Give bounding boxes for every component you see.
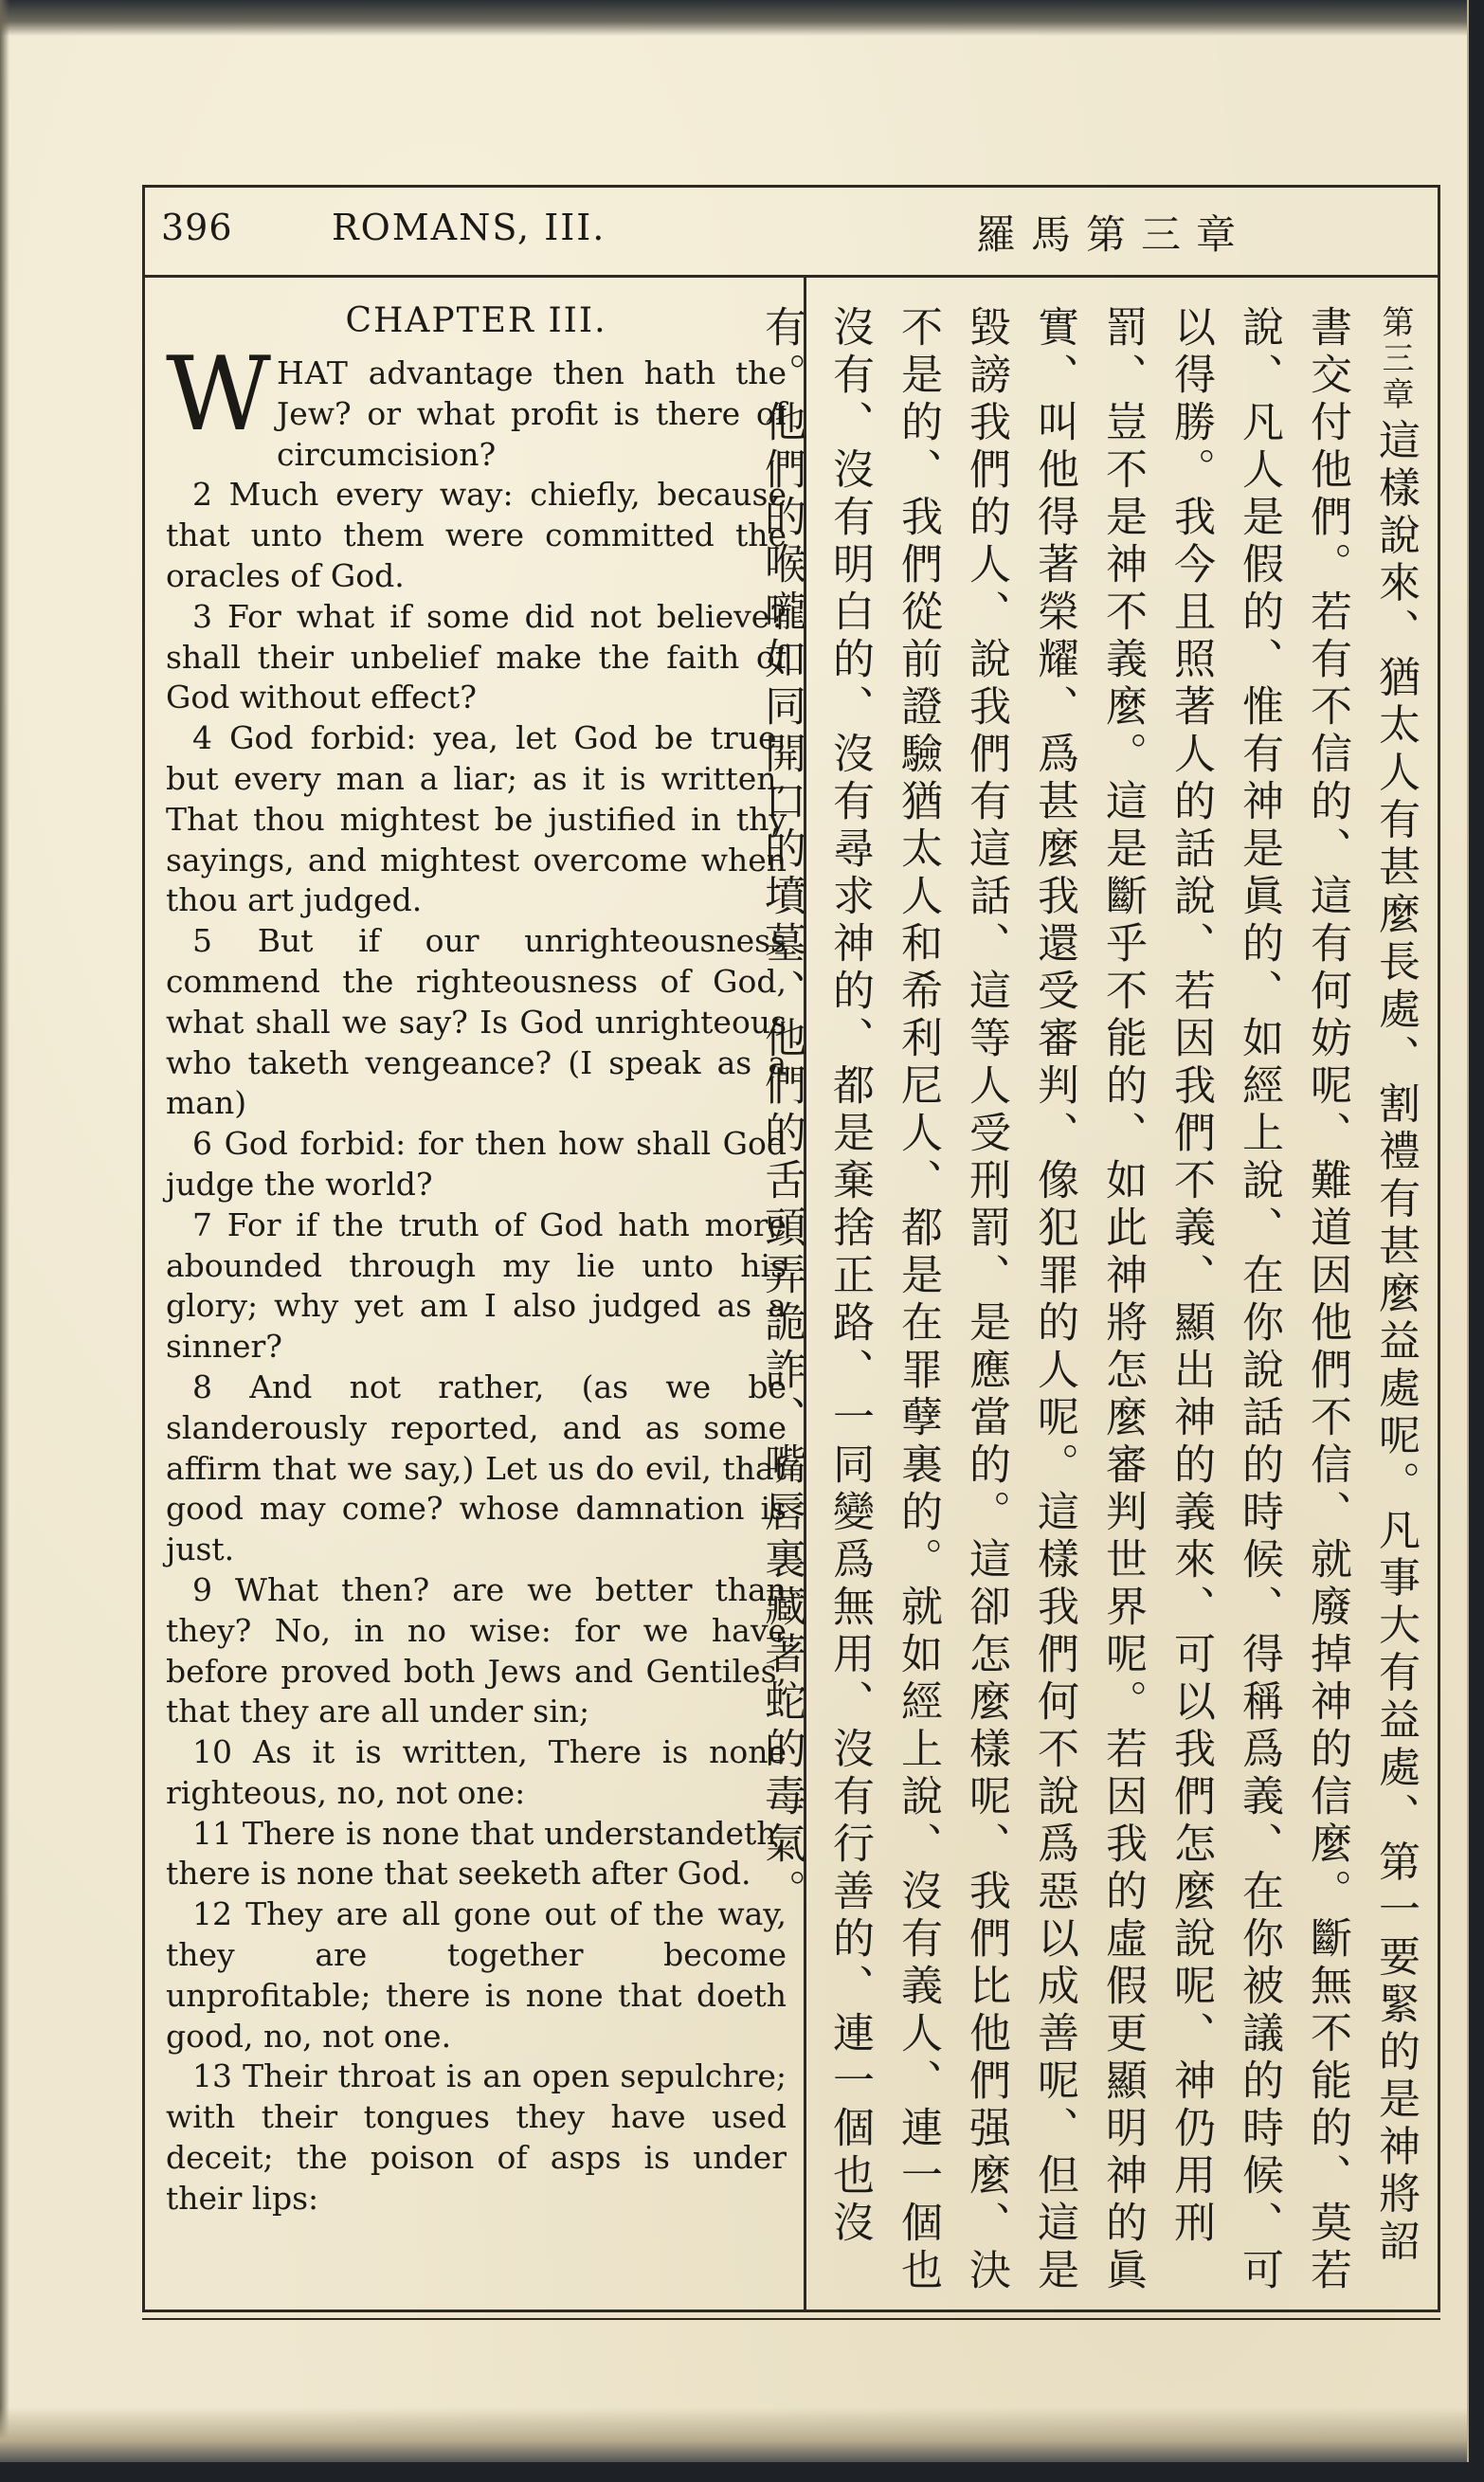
page-number: 396 xyxy=(161,207,233,248)
verse: 13 Their throat is an open sepulchre; with their tongues they have used deceit; the poison of asps is under their lips: xyxy=(166,2057,787,2217)
bottom-shadow xyxy=(0,2407,1467,2462)
running-head: ROMANS, III. xyxy=(332,207,606,248)
verse: 2 Much every way: chiefly, because that unto them were committed the oracles of God. xyxy=(166,476,787,594)
chinese-text: 這樣說來、猶太人有甚麼長處、割禮有甚麼益處呢。凡事大有益處、第一要緊的是神將詔書交付他們。若有不信的、這有何妨呢、難道因他們不信、就廢掉神的信麼。斷無不能的、莫若說、凡人是假的、惟有神是眞的、如經上說、在你說話的時候、得稱爲義、在你被議的時候、可以得勝。我今且照著人的話說、若因我們不義、顯出神的義來、可以我們怎麼說呢、神仍用刑罰、豈不是神不義麼。這是斷乎不能的、如此神將怎麼審判世界呢。若因我的虛假更顯明神的眞實、叫他得著榮耀、爲甚麼我還受審判、像犯罪的人呢。這樣我們何不說爲惡以成善呢、但這是毀謗我們的人、說我們有這話、這等人受刑罰、是應當的。這卻怎麼樣呢、我們比他們强麼、決不是的、我們從前證驗猶太人和希利尼人、都是在罪孽裏的。就如經上說、沒有義人、連一個也沒有、沒有明白的、沒有尋求神的、都是棄捨正路、一同變爲無用、沒有行善的、連一個也沒有。他們的喉嚨如同開口的墳墓、他們的舌頭弄詭詐、嘴唇裏藏著蛇的毒氣。 xyxy=(757,305,1420,2295)
verse: 12 They are all gone out of the way, they are together become unprofitable; there is none that doeth good, no, not one. xyxy=(166,1895,787,2055)
verse: 3 For what if some did not believe? shall their unbelief make the faith of God without effect? xyxy=(166,597,787,716)
english-column xyxy=(166,301,787,2219)
chapter-title: CHAPTER III. xyxy=(345,301,607,340)
chinese-chapter-label: 第三章 xyxy=(1376,305,1414,413)
verse-1 xyxy=(166,335,787,475)
bottom-rule xyxy=(142,2318,1440,2320)
verse-1-smallcaps: HAT xyxy=(277,354,349,391)
top-shadow xyxy=(0,0,1467,36)
verse: 11 There is none that understandeth, there is none that seeketh after God. xyxy=(166,1814,787,1893)
page-left-edge xyxy=(0,0,9,2462)
header-rule xyxy=(142,275,1440,278)
verse: 7 For if the truth of God hath more abounded through my lie unto his glory; why yet am I also judged as a sinner? xyxy=(166,1205,787,1366)
chinese-running-head: 羅馬第三章 xyxy=(976,211,1252,258)
verse: 8 And not rather, (as we be slanderously reported, and as some affirm that we say,) Let us do evil, that good may come? whose damnation is just. xyxy=(166,1368,787,1568)
verse: 10 As it is written, There is none righteous, no, not one: xyxy=(166,1733,787,1811)
verse-1-text: advantage then hath the Jew? or what profit is there of circumcision? xyxy=(277,354,787,473)
verse: 4 God forbid: yea, let God be true, but every man a liar; as it is written, That thou mightest be justified in thy sayings, and mightest overcome when thou art judged. xyxy=(166,719,787,919)
verse: 5 But if our unrighteousness commend the righteousness of God, what shall we say? Is God unrighteous who taketh vengeance? (I speak as a man) xyxy=(166,922,787,1122)
verse: 9 What then? are we better than they? No, in no wise: for we have before proved both Jews and Gentiles, that they are all under sin; xyxy=(166,1570,787,1730)
verse: 6 God forbid: for then how shall God judge the world? xyxy=(166,1125,787,1203)
drop-cap: W xyxy=(166,335,272,454)
chinese-column xyxy=(757,305,1429,2295)
